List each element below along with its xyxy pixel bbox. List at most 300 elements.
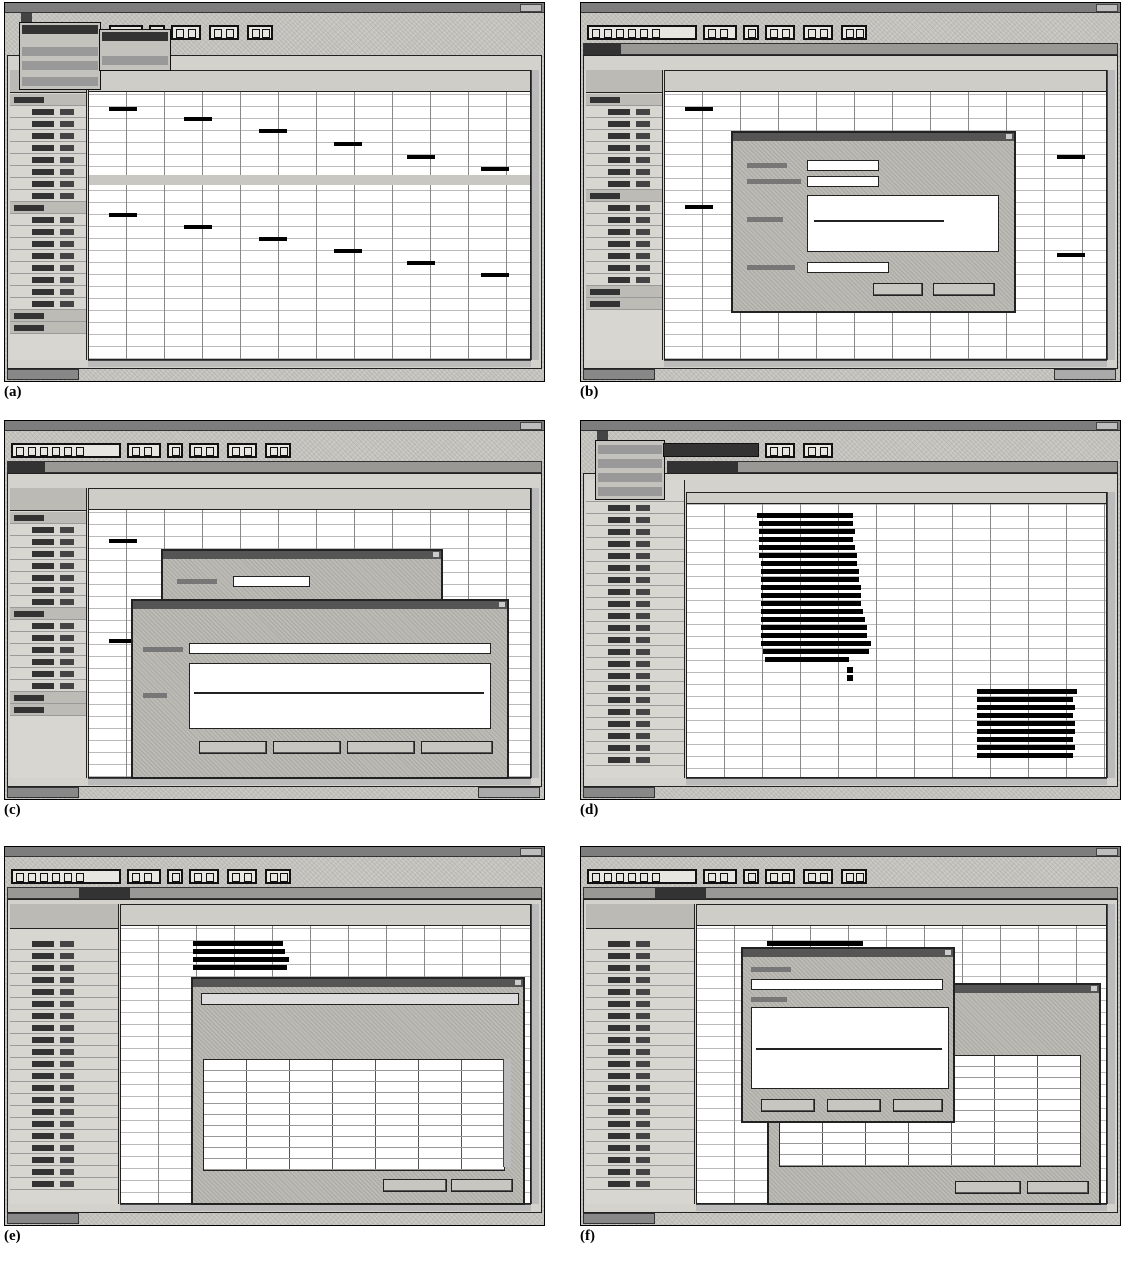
text-field[interactable]	[233, 576, 310, 587]
horizontal-scrollbar[interactable]	[696, 1204, 1107, 1211]
tree-row[interactable]	[586, 106, 662, 118]
schedule-bar[interactable]	[761, 633, 867, 638]
tree-row[interactable]	[10, 190, 86, 202]
toolbar-button-group[interactable]	[11, 443, 121, 458]
results-table[interactable]	[203, 1059, 505, 1171]
toolbar-button-group[interactable]	[587, 25, 697, 40]
schedule-bar[interactable]	[184, 117, 212, 121]
tree-row[interactable]	[10, 974, 118, 986]
toolbar-button-group[interactable]	[765, 443, 795, 458]
vertical-scrollbar[interactable]	[531, 904, 539, 1204]
tree-row[interactable]	[586, 562, 684, 574]
tree-row[interactable]	[586, 974, 694, 986]
tab[interactable]	[623, 44, 654, 54]
toolbar-button-group[interactable]	[11, 869, 121, 884]
schedule-bar[interactable]	[757, 513, 853, 518]
tree-row[interactable]	[10, 262, 86, 274]
tree-row[interactable]	[586, 178, 662, 190]
tree-row[interactable]	[10, 548, 86, 560]
vertical-scrollbar[interactable]	[531, 70, 539, 360]
schedule-bar[interactable]	[759, 521, 853, 526]
tree-row[interactable]	[10, 1178, 118, 1190]
gantt-chart[interactable]	[686, 492, 1107, 778]
toolbar-button-group[interactable]	[743, 25, 759, 40]
panel-d	[580, 420, 1121, 816]
vertical-scrollbar[interactable]	[1107, 904, 1115, 1204]
vertical-scrollbar[interactable]	[531, 488, 539, 778]
toolbar-button-group[interactable]	[803, 25, 833, 40]
tree-row[interactable]	[10, 166, 86, 178]
menu-option[interactable]	[22, 61, 98, 70]
schedule-bar[interactable]	[761, 641, 871, 646]
tree-row[interactable]	[10, 1154, 118, 1166]
toolbar-button-group[interactable]	[189, 869, 219, 884]
tree-row[interactable]	[10, 226, 86, 238]
tree-row[interactable]	[586, 634, 684, 646]
tab[interactable]	[584, 888, 619, 898]
tree-row[interactable]	[586, 962, 694, 974]
tree-row[interactable]	[10, 620, 86, 632]
tree-row[interactable]	[10, 1166, 118, 1178]
menu-item[interactable]	[597, 857, 604, 867]
text-field[interactable]	[807, 160, 879, 171]
tree-row[interactable]	[586, 1058, 694, 1070]
menu-option[interactable]	[598, 487, 662, 496]
tree-row[interactable]	[10, 1094, 118, 1106]
tree-row[interactable]	[586, 526, 684, 538]
toolbar-button-group[interactable]	[167, 869, 183, 884]
toolbar	[9, 442, 540, 460]
schedule-bar[interactable]	[847, 667, 853, 673]
schedule-bar[interactable]	[761, 569, 859, 574]
tree-row[interactable]	[10, 142, 86, 154]
tree-row[interactable]	[10, 118, 86, 130]
vertical-scrollbar[interactable]	[1107, 492, 1115, 778]
tab[interactable]	[45, 888, 76, 898]
tree-row[interactable]	[586, 502, 684, 514]
schedule-bar[interactable]	[847, 675, 853, 681]
tree-row[interactable]	[586, 986, 694, 998]
toolbar-button-group[interactable]	[247, 25, 273, 40]
resource-tree	[586, 904, 695, 1204]
tree-row[interactable]	[10, 250, 86, 262]
tree-row[interactable]	[10, 536, 86, 548]
dialog-button[interactable]	[383, 1179, 447, 1192]
schedule-bar[interactable]	[759, 545, 855, 550]
tree-row[interactable]	[10, 524, 86, 536]
tree-row[interactable]	[10, 938, 118, 950]
schedule-bar[interactable]	[977, 729, 1075, 734]
tree-row[interactable]	[10, 572, 86, 584]
toolbar-button-group[interactable]	[127, 443, 161, 458]
tree-row[interactable]	[586, 1022, 694, 1034]
schedule-bar[interactable]	[977, 705, 1075, 710]
tree-row[interactable]	[586, 514, 684, 526]
tree-row[interactable]	[586, 1070, 694, 1082]
menu-option-highlighted[interactable]	[22, 25, 98, 34]
tree-row[interactable]	[586, 706, 684, 718]
toolbar-button-group[interactable]	[265, 443, 291, 458]
toolbar-button-group[interactable]	[127, 869, 161, 884]
tree-row[interactable]	[10, 154, 86, 166]
toolbar-button-group[interactable]	[171, 25, 201, 40]
message-textarea[interactable]	[751, 1007, 949, 1089]
tree-row[interactable]	[586, 610, 684, 622]
tab[interactable]	[8, 462, 45, 472]
schedule-bar[interactable]	[977, 689, 1077, 694]
schedule-bar[interactable]	[481, 167, 509, 171]
tree-row[interactable]	[10, 986, 118, 998]
dialog-button[interactable]	[761, 1099, 815, 1112]
schedule-bar[interactable]	[977, 745, 1075, 750]
tree-row[interactable]	[586, 682, 684, 694]
tree-row[interactable]	[586, 754, 684, 766]
table-scrollbar[interactable]	[503, 1059, 511, 1167]
tree-row[interactable]	[10, 130, 86, 142]
dialog-titlebar	[133, 601, 507, 609]
menu-option[interactable]	[22, 77, 98, 86]
schedule-bar[interactable]	[193, 949, 285, 954]
schedule-bar[interactable]	[759, 529, 855, 534]
menu-item[interactable]	[612, 13, 619, 23]
status-bar	[583, 369, 655, 380]
tree-group-row[interactable]	[10, 322, 86, 334]
menu-item[interactable]	[585, 857, 589, 867]
window-controls[interactable]	[1096, 4, 1118, 12]
dialog-button[interactable]	[273, 741, 341, 754]
menu-option[interactable]	[598, 473, 662, 482]
toolbar-button-group[interactable]	[703, 869, 737, 884]
panel-a	[4, 2, 545, 398]
tree-row[interactable]	[586, 1178, 694, 1190]
tree-row[interactable]	[586, 538, 684, 550]
tree-group-row[interactable]	[10, 608, 86, 620]
horizontal-scrollbar[interactable]	[88, 360, 531, 367]
toolbar-button-group[interactable]	[703, 25, 737, 40]
tree-row[interactable]	[10, 656, 86, 668]
menu-item[interactable]	[9, 431, 13, 441]
tree-row[interactable]	[10, 298, 86, 310]
toolbar-button-group[interactable]	[803, 443, 833, 458]
dialog-button[interactable]	[347, 741, 415, 754]
message-textarea[interactable]	[189, 663, 491, 729]
tree-group-row[interactable]	[10, 202, 86, 214]
toolbar-button-group[interactable]	[167, 443, 183, 458]
tree-row[interactable]	[10, 238, 86, 250]
submenu-option[interactable]	[102, 56, 168, 65]
field-label	[747, 179, 801, 184]
tab[interactable]	[621, 888, 652, 898]
toolbar-button-group[interactable]	[209, 25, 239, 40]
schedule-bar[interactable]	[407, 155, 435, 159]
text-field[interactable]	[807, 262, 889, 273]
tree-row[interactable]	[586, 1034, 694, 1046]
tree-row[interactable]	[586, 262, 662, 274]
tree-row[interactable]	[10, 632, 86, 644]
tree-row[interactable]	[586, 694, 684, 706]
schedule-bar[interactable]	[977, 697, 1073, 702]
tree-row[interactable]	[10, 584, 86, 596]
tree-row[interactable]	[586, 938, 694, 950]
toolbar-button-group[interactable]	[765, 869, 795, 884]
toolbar-button-group[interactable]	[227, 869, 257, 884]
tab[interactable]	[668, 462, 738, 472]
menu-item[interactable]	[36, 857, 43, 867]
tree-row[interactable]	[10, 950, 118, 962]
toolbar-button-group[interactable]	[765, 25, 795, 40]
dialog-button[interactable]	[421, 741, 493, 754]
screenshot-c	[4, 420, 545, 800]
status-bar	[7, 787, 79, 798]
tree-row[interactable]	[586, 950, 694, 962]
horizontal-scrollbar[interactable]	[120, 1204, 531, 1211]
tree-row[interactable]	[586, 1154, 694, 1166]
tree-row[interactable]	[10, 286, 86, 298]
tree-row[interactable]	[586, 742, 684, 754]
tree-row[interactable]	[10, 560, 86, 572]
schedule-bar[interactable]	[761, 625, 867, 630]
tree-row[interactable]	[586, 998, 694, 1010]
tree-row[interactable]	[10, 1070, 118, 1082]
schedule-bar[interactable]	[109, 213, 137, 217]
tree-row[interactable]	[586, 118, 662, 130]
tree-row[interactable]	[586, 1082, 694, 1094]
status-bar-secondary	[1054, 369, 1116, 380]
menu-item[interactable]	[21, 857, 28, 867]
tree-row[interactable]	[586, 166, 662, 178]
text-field[interactable]	[751, 979, 943, 990]
dialog-button[interactable]	[451, 1179, 513, 1192]
schedule-bar[interactable]	[184, 225, 212, 229]
tree-row[interactable]	[586, 598, 684, 610]
tree-row[interactable]	[586, 646, 684, 658]
schedule-bar[interactable]	[761, 585, 861, 590]
tree-row[interactable]	[10, 1118, 118, 1130]
tree-row[interactable]	[10, 178, 86, 190]
window-controls[interactable]	[520, 422, 542, 430]
tab[interactable]	[655, 888, 706, 898]
menu-bar	[5, 857, 544, 867]
toolbar-button-group[interactable]	[841, 25, 867, 40]
schedule-bar[interactable]	[761, 617, 865, 622]
schedule-bar[interactable]	[481, 273, 509, 277]
tree-row[interactable]	[586, 130, 662, 142]
schedule-bar[interactable]	[761, 609, 863, 614]
tree-row[interactable]	[586, 658, 684, 670]
tree-row[interactable]	[586, 1118, 694, 1130]
tree-row[interactable]	[586, 1046, 694, 1058]
menu-item[interactable]	[597, 13, 604, 23]
schedule-bar[interactable]	[761, 561, 857, 566]
tree-row[interactable]	[10, 1130, 118, 1142]
tree-row[interactable]	[10, 596, 86, 608]
tree-row[interactable]	[586, 574, 684, 586]
tree-row[interactable]	[10, 1046, 118, 1058]
window-controls[interactable]	[520, 4, 542, 12]
toolbar-button-group[interactable]	[841, 869, 867, 884]
menu-item[interactable]	[21, 431, 28, 441]
dropdown-menu	[19, 22, 101, 90]
tree-row[interactable]	[586, 730, 684, 742]
tab[interactable]	[79, 888, 130, 898]
schedule-bar[interactable]	[761, 577, 859, 582]
tree-row[interactable]	[586, 238, 662, 250]
schedule-bar[interactable]	[193, 941, 283, 946]
window-controls[interactable]	[520, 848, 542, 856]
tree-row[interactable]	[10, 1022, 118, 1034]
toolbar-button-group[interactable]	[587, 869, 697, 884]
schedule-bar[interactable]	[407, 261, 435, 265]
schedule-bar[interactable]	[761, 593, 861, 598]
toolbar-button-group[interactable]	[265, 869, 291, 884]
text-field[interactable]	[807, 176, 879, 187]
schedule-bar[interactable]	[334, 142, 362, 146]
filter-bar[interactable]	[201, 993, 519, 1005]
toolbar-button-group[interactable]	[227, 443, 257, 458]
dialog-button[interactable]	[933, 283, 995, 296]
schedule-bar[interactable]	[193, 965, 287, 970]
horizontal-scrollbar[interactable]	[664, 360, 1107, 367]
text-field[interactable]	[189, 643, 491, 654]
dialog-button[interactable]	[893, 1099, 943, 1112]
tab[interactable]	[584, 44, 621, 54]
schedule-bar[interactable]	[763, 649, 869, 654]
horizontal-scrollbar[interactable]	[88, 778, 531, 785]
tree-row[interactable]	[10, 644, 86, 656]
tab[interactable]	[8, 888, 43, 898]
window-controls[interactable]	[1096, 848, 1118, 856]
horizontal-scrollbar[interactable]	[686, 778, 1107, 785]
tree-row[interactable]	[10, 998, 118, 1010]
tree-group-row[interactable]	[586, 190, 662, 202]
tab[interactable]	[47, 462, 78, 472]
tree-group-row[interactable]	[10, 94, 86, 106]
tree-row[interactable]	[586, 622, 684, 634]
schedule-bar[interactable]	[977, 713, 1073, 718]
tree-row[interactable]	[586, 142, 662, 154]
description-textarea[interactable]	[807, 195, 999, 252]
tree-row[interactable]	[586, 154, 662, 166]
schedule-bar[interactable]	[1057, 155, 1085, 159]
tree-row[interactable]	[10, 1106, 118, 1118]
dialog-button[interactable]	[873, 283, 923, 296]
field-label	[747, 265, 795, 270]
schedule-bar[interactable]	[767, 941, 863, 946]
tree-row[interactable]	[10, 1058, 118, 1070]
schedule-bar[interactable]	[977, 753, 1073, 758]
schedule-bar[interactable]	[685, 205, 713, 209]
schedule-bar[interactable]	[193, 957, 289, 962]
tree-row[interactable]	[586, 226, 662, 238]
tree-group-row[interactable]	[10, 512, 86, 524]
tree-row[interactable]	[586, 550, 684, 562]
tree-row[interactable]	[586, 718, 684, 730]
menu-item[interactable]	[36, 431, 43, 441]
tree-row[interactable]	[10, 680, 86, 692]
schedule-bar[interactable]	[109, 107, 137, 111]
tree-row[interactable]	[586, 1010, 694, 1022]
tree-row[interactable]	[10, 106, 86, 118]
tree-row[interactable]	[586, 1130, 694, 1142]
field-label	[143, 693, 167, 698]
tree-row[interactable]	[586, 274, 662, 286]
tree-header	[10, 904, 118, 929]
tree-group-row[interactable]	[586, 286, 662, 298]
tree-group-row[interactable]	[586, 94, 662, 106]
schedule-bar[interactable]	[977, 721, 1075, 726]
dialog-button[interactable]	[827, 1099, 881, 1112]
alarm-dialog	[741, 947, 955, 1123]
tree-row[interactable]	[586, 1094, 694, 1106]
toolbar-button-group[interactable]	[743, 869, 759, 884]
tree-group-row[interactable]	[10, 704, 86, 716]
tree-row[interactable]	[586, 250, 662, 262]
tree-row[interactable]	[10, 1034, 118, 1046]
tree-group-row[interactable]	[10, 310, 86, 322]
schedule-bar[interactable]	[759, 553, 857, 558]
tree-row[interactable]	[10, 962, 118, 974]
tree-row[interactable]	[10, 274, 86, 286]
schedule-bar[interactable]	[1057, 253, 1085, 257]
schedule-bar[interactable]	[761, 601, 861, 606]
gantt-chart[interactable]	[88, 70, 531, 360]
vertical-scrollbar[interactable]	[1107, 70, 1115, 360]
tree-row[interactable]	[586, 1166, 694, 1178]
schedule-bar[interactable]	[765, 657, 849, 662]
menu-option[interactable]	[598, 445, 662, 454]
schedule-bar[interactable]	[259, 237, 287, 241]
schedule-bar[interactable]	[685, 107, 713, 111]
menu-option[interactable]	[22, 47, 98, 56]
schedule-bar[interactable]	[259, 129, 287, 133]
schedule-bar[interactable]	[334, 249, 362, 253]
tree-row[interactable]	[586, 670, 684, 682]
tree-row[interactable]	[10, 668, 86, 680]
tree-row[interactable]	[586, 586, 684, 598]
tree-row[interactable]	[10, 1142, 118, 1154]
dialog-button[interactable]	[199, 741, 267, 754]
tree-row[interactable]	[586, 202, 662, 214]
tree-row[interactable]	[586, 1142, 694, 1154]
toolbar-button-group[interactable]	[803, 869, 833, 884]
tree-row[interactable]	[586, 1106, 694, 1118]
menu-option[interactable]	[598, 459, 662, 468]
menu-item[interactable]	[9, 857, 13, 867]
tree-row[interactable]	[10, 1082, 118, 1094]
window-controls[interactable]	[1096, 422, 1118, 430]
menu-item[interactable]	[612, 857, 619, 867]
tree-row[interactable]	[10, 1010, 118, 1022]
resource-tree	[10, 70, 87, 360]
dialog-titlebar	[733, 133, 1014, 141]
schedule-bar[interactable]	[109, 539, 137, 543]
menu-item[interactable]	[9, 13, 13, 23]
submenu-option-highlighted[interactable]	[102, 32, 168, 41]
toolbar-button-group[interactable]	[189, 443, 219, 458]
menu-item[interactable]	[585, 13, 589, 23]
schedule-bar[interactable]	[977, 737, 1073, 742]
tree-row[interactable]	[10, 214, 86, 226]
schedule-bar[interactable]	[759, 537, 853, 542]
dialog-button[interactable]	[1027, 1181, 1089, 1194]
mdi-workspace	[583, 473, 1118, 787]
menu-item[interactable]	[585, 431, 589, 441]
tree-group-row[interactable]	[586, 298, 662, 310]
dialog-button[interactable]	[955, 1181, 1021, 1194]
timeline-header	[697, 905, 1106, 926]
tree-group-row[interactable]	[10, 692, 86, 704]
tree-row[interactable]	[586, 214, 662, 226]
